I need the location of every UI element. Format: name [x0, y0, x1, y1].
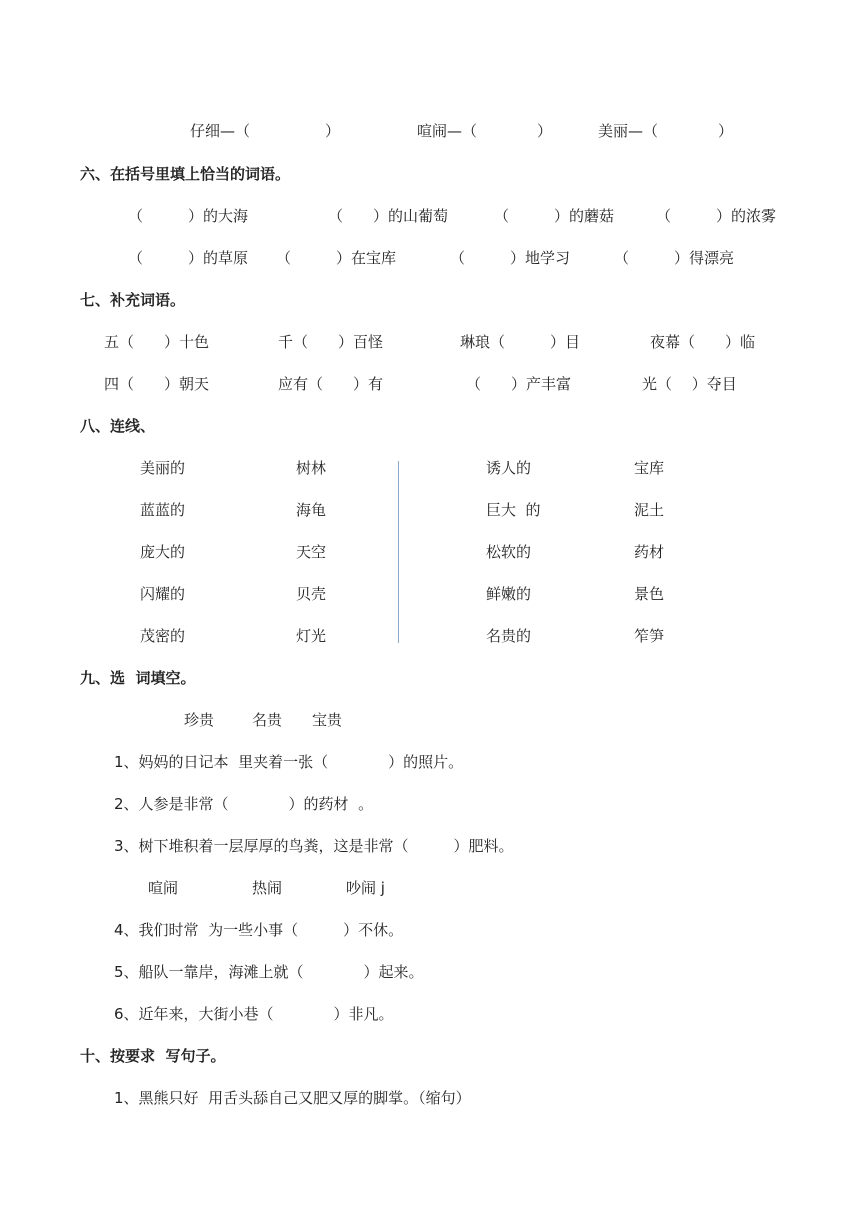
- match-adjective[interactable]: 名贵的: [486, 627, 532, 645]
- word-choice: 喧闹: [148, 879, 179, 897]
- question-item: 1、妈妈的日记本 里夹着一张（ ）的照片。: [114, 753, 464, 771]
- section-10-heading: 十、按要求 写句子。: [80, 1047, 226, 1065]
- match-adjective[interactable]: 蓝蓝的: [140, 501, 186, 519]
- question-item: 5、船队一靠岸，海滩上就（ ）起来。: [114, 963, 424, 981]
- match-adjective[interactable]: 茂密的: [140, 627, 186, 645]
- question-item: 3、树下堆积着一层厚厚的鸟粪，这是非常（ ）肥料。: [114, 837, 514, 855]
- fill-item: （ ）得漂亮: [614, 249, 735, 267]
- fill-item: （ ）的草原: [128, 249, 249, 267]
- fill-item: （ ）的蘑菇: [494, 207, 615, 225]
- match-adjective[interactable]: 鲜嫩的: [486, 585, 532, 603]
- match-adjective[interactable]: 美丽的: [140, 459, 186, 477]
- antonym-item: 喧闹—（ ）: [417, 122, 553, 140]
- match-noun[interactable]: 树林: [296, 459, 327, 477]
- match-noun[interactable]: 天空: [296, 543, 327, 561]
- match-adjective[interactable]: 庞大的: [140, 543, 186, 561]
- match-adjective[interactable]: 巨大 的: [486, 501, 541, 519]
- section-8-heading: 八、连线、: [80, 417, 156, 435]
- idiom-item: 光（ ）夺目: [642, 375, 737, 393]
- question-item: 4、我们时常 为一些小事（ ）不休。: [114, 921, 404, 939]
- match-noun[interactable]: 宝库: [634, 459, 665, 477]
- match-noun[interactable]: 景色: [634, 585, 665, 603]
- question-item: 6、近年来，大街小巷（ ）非凡。: [114, 1005, 394, 1023]
- idiom-item: 四（ ）朝天: [104, 375, 210, 393]
- match-adjective[interactable]: 诱人的: [486, 459, 532, 477]
- match-noun[interactable]: 泥土: [634, 501, 665, 519]
- fill-item: （ ）的大海: [128, 207, 249, 225]
- match-noun[interactable]: 海龟: [296, 501, 327, 519]
- fill-item: （ ）的山葡萄: [328, 207, 449, 225]
- section-9-heading: 九、选 词填空。: [80, 669, 196, 687]
- idiom-item: 五（ ）十色: [104, 333, 210, 351]
- column-divider: [398, 461, 399, 643]
- match-noun[interactable]: 灯光: [296, 627, 327, 645]
- word-choice: 吵闹 j: [346, 879, 385, 897]
- match-noun[interactable]: 贝壳: [296, 585, 327, 603]
- match-adjective[interactable]: 闪耀的: [140, 585, 186, 603]
- question-item: 1、黑熊只好 用舌头舔自己又肥又厚的脚掌。（缩句）: [114, 1089, 471, 1107]
- antonym-item: 仔细—（ ）: [190, 122, 341, 140]
- word-choice: 宝贵: [312, 711, 343, 729]
- section-7-heading: 七、补充词语。: [80, 291, 186, 309]
- word-choice: 热闹: [252, 879, 283, 897]
- section-6-heading: 六、在括号里填上恰当的词语。: [80, 165, 291, 183]
- antonym-item: 美丽—（ ）: [598, 122, 734, 140]
- idiom-item: 夜幕（ ）临: [650, 333, 756, 351]
- word-choice: 珍贵: [184, 711, 215, 729]
- fill-item: （ ）的浓雾: [656, 207, 777, 225]
- word-choice: 名贵: [252, 711, 283, 729]
- match-noun[interactable]: 药材: [634, 543, 665, 561]
- idiom-item: （ ）产丰富: [466, 375, 572, 393]
- question-item: 2、人参是非常（ ）的药材 。: [114, 795, 374, 813]
- idiom-item: 琳琅（ ）目: [460, 333, 581, 351]
- fill-item: （ ）地学习: [450, 249, 571, 267]
- idiom-item: 应有（ ）有: [278, 375, 384, 393]
- fill-item: （ ）在宝库: [276, 249, 397, 267]
- idiom-item: 千（ ）百怪: [278, 333, 384, 351]
- match-noun[interactable]: 笮笋: [634, 627, 665, 645]
- match-adjective[interactable]: 松软的: [486, 543, 532, 561]
